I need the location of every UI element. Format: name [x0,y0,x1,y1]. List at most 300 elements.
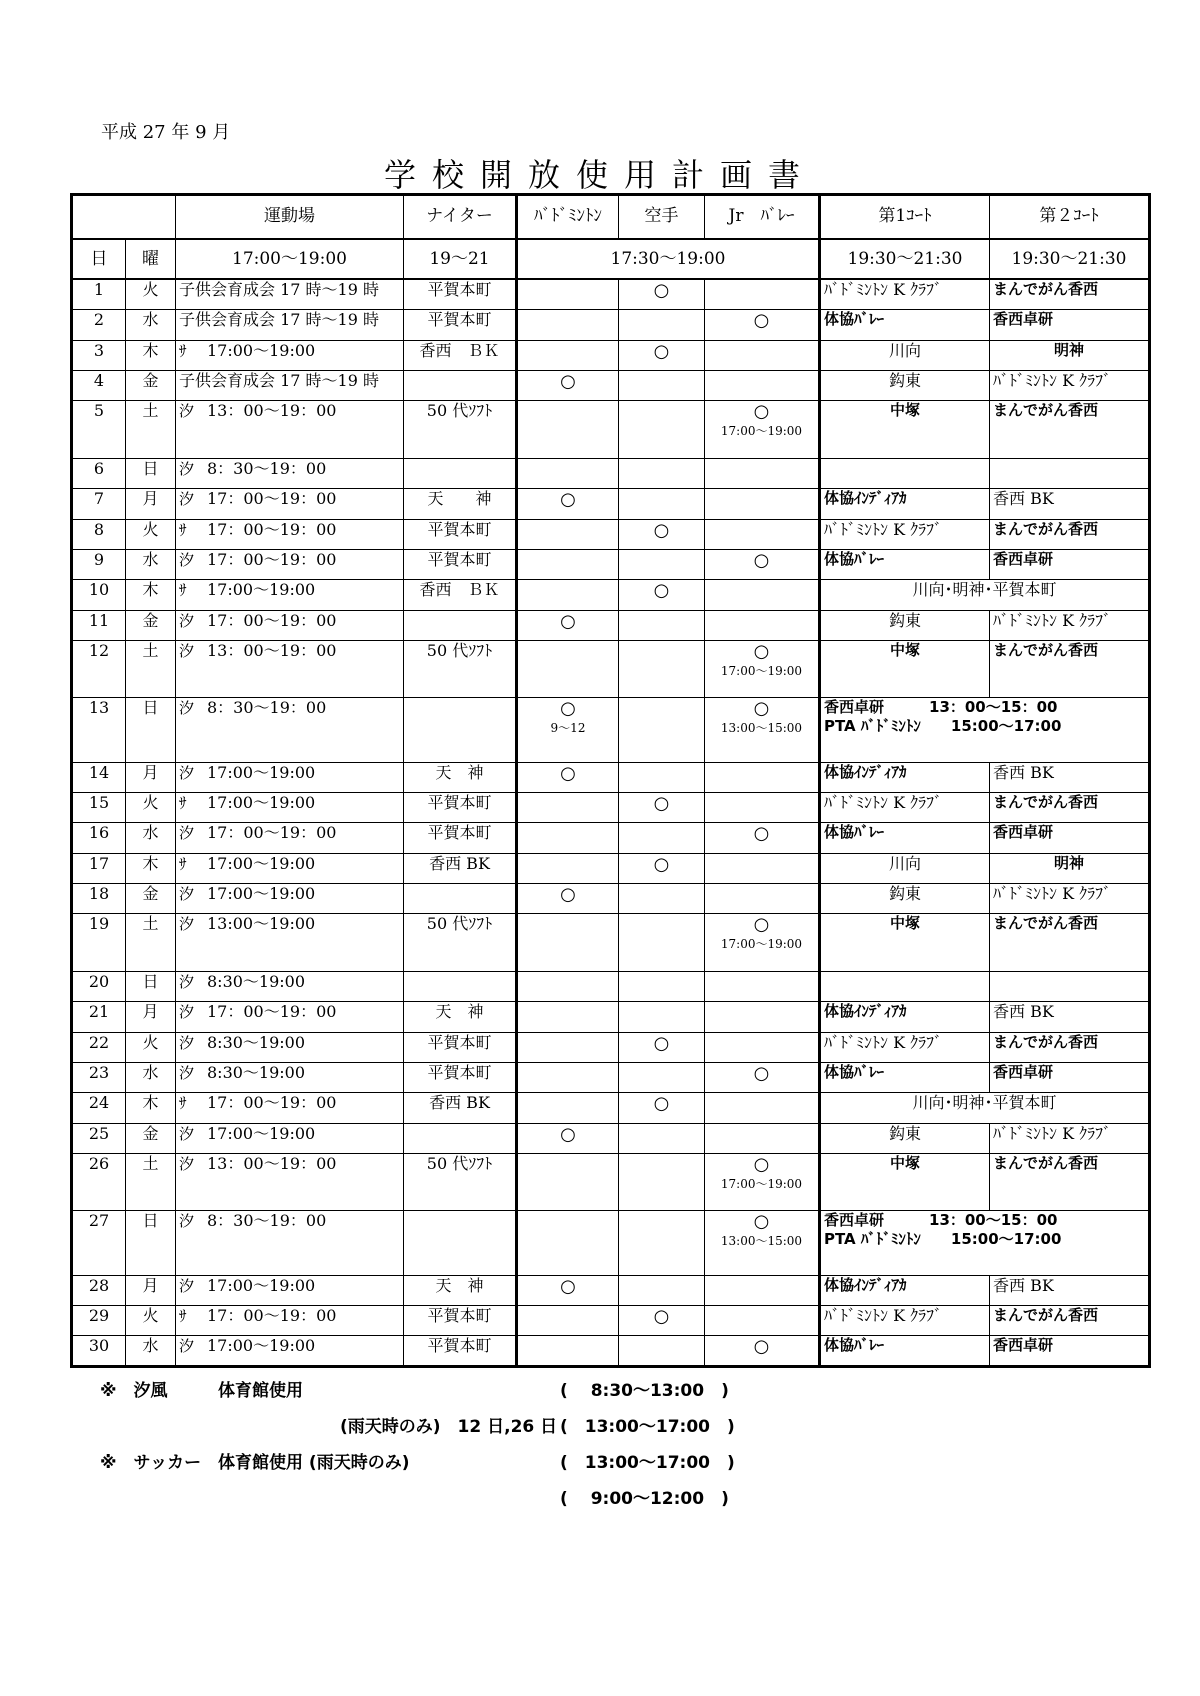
court2-cell [990,971,1150,1001]
ground-prefix: 汐 [179,885,195,904]
badminton-cell [517,549,619,579]
weekday-cell: 火 [126,1032,176,1062]
day-cell: 26 [72,1154,126,1211]
badminton-time: 9～12 [550,720,586,735]
day-cell: 17 [72,853,126,883]
karate-cell [619,1336,705,1367]
court1-cell: 鈎東 [820,610,990,640]
table-row [72,971,1150,1001]
ground-text: 17:00～19:00 [207,1123,316,1143]
ground-text: 17:00～19:00 [207,1275,316,1295]
court1-cell: 体協ﾊﾞﾚｰ [820,823,990,853]
court1-cell: ﾊﾞﾄﾞﾐﾝﾄﾝ K ｸﾗﾌﾞ [820,519,990,549]
time-court1: 19:30～21:30 [820,239,990,280]
nighter-cell: 平賀本町 [404,279,517,309]
ground-cell [176,580,404,610]
table-row [72,489,1150,519]
court1-cell: 鈎東 [820,884,990,914]
table-row [72,549,1150,579]
ground-cell [176,371,404,401]
day-cell: 10 [72,580,126,610]
karate-cell [619,549,705,579]
day-cell: 8 [72,519,126,549]
weekday-cell: 水 [126,823,176,853]
jr-volley-cell [705,853,820,883]
table-row [72,1062,1150,1092]
weekday-cell: 土 [126,401,176,458]
ground-prefix: ｻ [179,581,187,600]
weekday-cell: 火 [126,279,176,309]
ground-text: 17:00～19:00 [207,853,316,873]
jr-volley-cell [705,1211,820,1275]
ground-cell [176,310,404,340]
jr-volley-cell [705,580,820,610]
ground-prefix: 汐 [179,459,195,478]
nighter-cell: 平賀本町 [404,519,517,549]
nighter-cell: 平賀本町 [404,792,517,822]
court2-cell: まんでがん香西 [990,519,1150,549]
court2-cell: 香西 BK [990,489,1150,519]
table-row [72,698,1150,762]
court-line-2: PTA ﾊﾞﾄﾞﾐﾝﾄﾝ 15:00～17:00 [824,1230,1062,1249]
nighter-cell [404,610,517,640]
jr-volley-cell [705,279,820,309]
karate-cell [619,1093,705,1123]
badminton-cell [517,884,619,914]
nighter-cell [404,1123,517,1153]
day-cell: 16 [72,823,126,853]
badminton-cell [517,371,619,401]
badminton-cell [517,310,619,340]
table-row [72,401,1150,458]
ground-prefix: ｻ [179,1306,187,1325]
court1-cell: 体協ﾊﾞﾚｰ [820,1062,990,1092]
nighter-cell: 香西 ＢＫ [404,580,517,610]
day-cell: 7 [72,489,126,519]
weekday-cell: 土 [126,914,176,971]
nighter-cell [404,971,517,1001]
nighter-cell: 天 神 [404,1002,517,1032]
table-row [72,1123,1150,1153]
jr-volley-cell [705,610,820,640]
weekday-cell: 水 [126,310,176,340]
note-time: ( 13:00～17:00 ) [560,1417,735,1437]
ground-prefix: 汐 [179,1003,195,1022]
circle-mark: ○ [753,1336,770,1358]
col-ground: 運動場 [176,195,404,239]
day-cell: 1 [72,279,126,309]
jr-volley-cell [705,884,820,914]
circle-mark: ○ [753,914,770,936]
day-cell: 18 [72,884,126,914]
weekday-cell: 金 [126,884,176,914]
ground-prefix: 汐 [179,402,195,421]
court1-cell: 鈎東 [820,371,990,401]
ground-text: 13：00～19：00 [207,401,337,421]
badminton-cell [517,580,619,610]
karate-cell [619,610,705,640]
badminton-cell [517,1336,619,1367]
karate-cell [619,279,705,309]
day-cell: 25 [72,1123,126,1153]
court1-cell: 中塚 [820,1154,990,1211]
karate-cell [619,401,705,458]
circle-mark: ○ [753,1211,770,1233]
weekday-cell: 日 [126,698,176,762]
ground-prefix: 汐 [179,915,195,934]
karate-cell [619,914,705,971]
jr-volley-cell [705,401,820,458]
court-combined-cell [820,698,1150,762]
jr-volley-cell [705,762,820,792]
weekday-cell: 月 [126,762,176,792]
jr-volley-cell [705,1305,820,1335]
court2-cell: 香西卓研 [990,310,1150,340]
ground-prefix: 汐 [179,490,195,509]
day-cell: 14 [72,762,126,792]
nighter-cell: 平賀本町 [404,310,517,340]
badminton-cell [517,792,619,822]
weekday-cell: 金 [126,610,176,640]
karate-cell [619,371,705,401]
day-cell: 27 [72,1211,126,1275]
badminton-cell [517,279,619,309]
nighter-cell [404,698,517,762]
ground-text: 8：30～19：00 [207,698,327,718]
ground-text: 17:00～19:00 [207,580,316,600]
karate-cell [619,762,705,792]
ground-prefix: 汐 [179,550,195,569]
badminton-cell [517,1305,619,1335]
court2-cell: 香西 BK [990,762,1150,792]
col-badminton: ﾊﾞﾄﾞﾐﾝﾄﾝ [517,195,619,239]
weekday-cell: 木 [126,853,176,883]
ground-prefix: 汐 [179,1155,195,1174]
badminton-cell [517,340,619,370]
col-karate: 空手 [619,195,705,239]
badminton-cell [517,698,619,762]
weekday-cell: 土 [126,641,176,698]
day-cell: 30 [72,1336,126,1367]
day-cell: 20 [72,971,126,1001]
court1-cell: 中塚 [820,641,990,698]
court2-cell: 香西 BK [990,1275,1150,1305]
ground-text: 8:30～19:00 [207,971,306,991]
nighter-cell: 平賀本町 [404,823,517,853]
badminton-cell [517,823,619,853]
court1-cell: 体協ﾊﾞﾚｰ [820,1336,990,1367]
court1-cell: 体協ｲﾝﾃﾞｨｱｶ [820,762,990,792]
ground-cell [176,458,404,488]
header-row-1 [72,195,1150,239]
document-title: 学校開放使用計画書 [383,156,816,194]
day-cell: 11 [72,610,126,640]
circle-mark: ○ [753,401,770,423]
table-row [72,1154,1150,1211]
day-cell: 6 [72,458,126,488]
schedule-table [70,193,1151,1368]
karate-cell [619,792,705,822]
day-cell: 9 [72,549,126,579]
circle-mark: ○ [560,884,576,906]
court1-cell: ﾊﾞﾄﾞﾐﾝﾄﾝ K ｸﾗﾌﾞ [820,1305,990,1335]
day-cell: 15 [72,792,126,822]
circle-mark: ○ [653,580,670,602]
ground-text: 8:30～19:00 [207,1062,306,1082]
weekday-cell: 木 [126,580,176,610]
ground-cell [176,340,404,370]
note-row [100,1376,1100,1412]
circle-mark: ○ [560,762,576,784]
court2-cell: 明神 [990,340,1150,370]
badminton-cell [517,1032,619,1062]
karate-cell [619,1032,705,1062]
col-nighter: ナイター [404,195,517,239]
karate-cell [619,823,705,853]
ground-prefix: 汐 [179,763,195,782]
ground-cell [176,1093,404,1123]
court2-cell: まんでがん香西 [990,279,1150,309]
ground-cell [176,610,404,640]
court2-cell: 香西卓研 [990,1336,1150,1367]
jr-volley-cell [705,371,820,401]
day-cell: 4 [72,371,126,401]
ground-text: 17:00～19:00 [207,1336,316,1356]
jr-volley-cell [705,1275,820,1305]
nighter-cell: 50 代ｿﾌﾄ [404,641,517,698]
badminton-cell [517,971,619,1001]
jr-volley-time: 17:00～19:00 [720,423,803,438]
court-line-1: 香西卓研 13：00～15：00 [824,698,1058,717]
ground-prefix: 汐 [179,1337,195,1356]
court2-cell: まんでがん香西 [990,641,1150,698]
table-row [72,823,1150,853]
court2-cell: まんでがん香西 [990,1305,1150,1335]
table-row [72,1032,1150,1062]
ground-text: 17：00～19：00 [207,489,337,509]
ground-cell [176,914,404,971]
ground-text: 17:00～19:00 [207,762,316,782]
ground-text: 17：00～19：00 [207,1305,337,1325]
ground-text: 17:00～19:00 [207,884,316,904]
nighter-cell [404,1211,517,1275]
karate-cell [619,698,705,762]
time-gym: 17:30～19:00 [517,239,820,280]
jr-volley-cell [705,823,820,853]
ground-text: 8：30～19：00 [207,458,327,478]
table-row [72,279,1150,309]
court2-cell: まんでがん香西 [990,914,1150,971]
ground-cell [176,1275,404,1305]
jr-volley-cell [705,310,820,340]
ground-cell [176,279,404,309]
badminton-cell [517,458,619,488]
circle-mark: ○ [753,823,770,845]
note-time: ( 8:30～13:00 ) [560,1381,729,1401]
circle-mark: ○ [753,1062,770,1084]
court-line-2: PTA ﾊﾞﾄﾞﾐﾝﾄﾝ 15:00～17:00 [824,717,1062,736]
note-row [100,1448,1100,1484]
note-row [100,1412,1100,1448]
table-row [72,371,1150,401]
jr-volley-time: 17:00～19:00 [720,1176,803,1191]
table-row [72,853,1150,883]
ground-cell [176,1002,404,1032]
day-cell: 21 [72,1002,126,1032]
document-date: 平成 27 年 9 月 [101,122,231,143]
badminton-cell [517,1093,619,1123]
nighter-cell [404,884,517,914]
ground-prefix: 汐 [179,611,195,630]
jr-volley-cell [705,1154,820,1211]
ground-prefix: ｻ [179,793,187,812]
karate-cell [619,580,705,610]
court2-cell: ﾊﾞﾄﾞﾐﾝﾄﾝ K ｸﾗﾌﾞ [990,371,1150,401]
table-row [72,884,1150,914]
table-row [72,1211,1150,1275]
table-row [72,1305,1150,1335]
court2-cell: まんでがん香西 [990,792,1150,822]
ground-prefix: 汐 [179,642,195,661]
circle-mark: ○ [560,1123,576,1145]
court1-cell: ﾊﾞﾄﾞﾐﾝﾄﾝ K ｸﾗﾌﾞ [820,1032,990,1062]
ground-text: 13：00～19：00 [207,641,337,661]
jr-volley-time: 13:00～15:00 [720,1233,803,1248]
note-label: ※ サッカー [100,1453,202,1473]
weekday-cell: 日 [126,458,176,488]
circle-mark: ○ [560,489,576,511]
ground-cell [176,1305,404,1335]
circle-mark: ○ [560,610,576,632]
karate-cell [619,1123,705,1153]
jr-volley-cell [705,792,820,822]
court1-cell: 中塚 [820,401,990,458]
ground-prefix: ｻ [179,854,187,873]
note-row [100,1484,1100,1520]
jr-volley-time: 13:00～15:00 [720,720,803,735]
weekday-cell: 水 [126,1062,176,1092]
ground-cell [176,641,404,698]
court2-cell: 香西 BK [990,1002,1150,1032]
court1-cell: 体協ﾊﾞﾚｰ [820,549,990,579]
note-time: ( 13:00～17:00 ) [560,1453,735,1473]
ground-cell [176,1062,404,1092]
ground-text: 子供会育成会 17 時～19 時 [179,310,379,330]
nighter-cell: 50 代ｿﾌﾄ [404,401,517,458]
court1-cell: 鈎東 [820,1123,990,1153]
ground-cell [176,1123,404,1153]
weekday-cell: 月 [126,1002,176,1032]
jr-volley-cell [705,458,820,488]
time-court2: 19:30～21:30 [990,239,1150,280]
circle-mark: ○ [653,1032,670,1054]
day-cell: 3 [72,340,126,370]
weekday-cell: 水 [126,1336,176,1367]
ground-cell [176,698,404,762]
circle-mark: ○ [560,1275,576,1297]
col-day: 日 [72,239,126,280]
court1-cell: 中塚 [820,914,990,971]
badminton-cell [517,762,619,792]
jr-volley-cell [705,1062,820,1092]
weekday-cell: 木 [126,340,176,370]
ground-cell [176,1154,404,1211]
badminton-cell [517,1123,619,1153]
note-label: ※ 汐風 [100,1381,168,1401]
table-row [72,762,1150,792]
col-court1: 第1ｺｰﾄ [820,195,990,239]
nighter-cell: 平賀本町 [404,1305,517,1335]
karate-cell [619,853,705,883]
badminton-cell [517,1062,619,1092]
court-combined-cell [820,1211,1150,1275]
jr-volley-cell [705,489,820,519]
ground-cell [176,762,404,792]
notes [100,1376,1100,1520]
ground-text: 17：00～19：00 [207,1002,337,1022]
note-time: ( 9:00～12:00 ) [560,1489,729,1509]
jr-volley-cell [705,1032,820,1062]
jr-volley-cell [705,1093,820,1123]
jr-volley-cell [705,641,820,698]
table-row [72,310,1150,340]
ground-prefix: ｻ [179,1094,187,1113]
ground-cell [176,823,404,853]
table-row [72,1336,1150,1367]
nighter-cell: 天 神 [404,489,517,519]
badminton-cell [517,1154,619,1211]
jr-volley-cell [705,549,820,579]
nighter-cell: 平賀本町 [404,1032,517,1062]
circle-mark: ○ [753,641,770,663]
nighter-cell: 天 神 [404,762,517,792]
weekday-cell: 火 [126,1305,176,1335]
court1-cell: 体協ﾊﾞﾚｰ [820,310,990,340]
day-cell: 22 [72,1032,126,1062]
ground-cell [176,519,404,549]
table-row [72,580,1150,610]
ground-text: 17：00～19：00 [207,1093,337,1113]
ground-text: 17：00～19：00 [207,519,337,539]
table-row [72,458,1150,488]
ground-text: 子供会育成会 17 時～19 時 [179,280,379,300]
court1-cell: 体協ｲﾝﾃﾞｨｱｶ [820,1002,990,1032]
circle-mark: ○ [753,1154,770,1176]
court1-cell: 川向 [820,340,990,370]
ground-text: 子供会育成会 17 時～19 時 [179,371,379,391]
court2-cell: 香西卓研 [990,1062,1150,1092]
ground-prefix: 汐 [179,1033,195,1052]
badminton-cell [517,519,619,549]
karate-cell [619,310,705,340]
badminton-cell [517,1211,619,1275]
nighter-cell: 50 代ｿﾌﾄ [404,914,517,971]
ground-cell [176,1032,404,1062]
day-cell: 23 [72,1062,126,1092]
jr-volley-cell [705,340,820,370]
jr-volley-time: 17:00～19:00 [720,936,803,951]
jr-volley-time: 17:00～19:00 [720,663,803,678]
col-court2: 第２ｺｰﾄ [990,195,1150,239]
note-text: 体育館使用 (雨天時のみ) [218,1453,410,1473]
circle-mark: ○ [653,280,670,302]
weekday-cell: 日 [126,1211,176,1275]
day-cell: 2 [72,310,126,340]
day-cell: 29 [72,1305,126,1335]
weekday-cell: 金 [126,371,176,401]
day-cell: 24 [72,1093,126,1123]
circle-mark: ○ [560,698,576,720]
